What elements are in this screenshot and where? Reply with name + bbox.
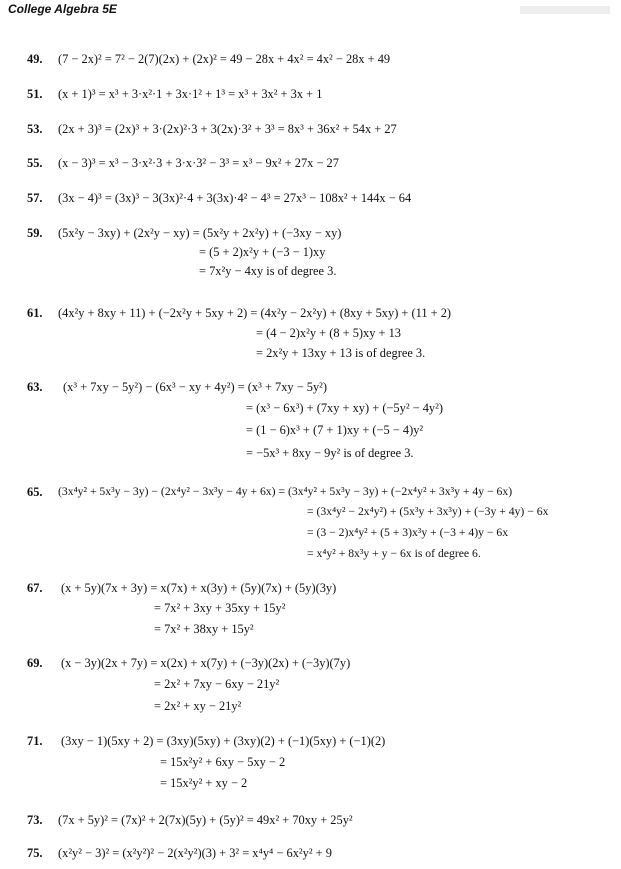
problem-number: 69. (27, 656, 43, 670)
solution-line: = (x³ − 6x³) + (7xy + xy) + (−5y² − 4y²) (246, 401, 443, 415)
solution-line: (x − 3y)(2x + 7y) = x(2x) + x(7y) + (−3y)(2x) + (−3y)(7y) (61, 656, 351, 670)
solution-line: = 7x²y − 4xy is of degree 3. (199, 264, 337, 278)
problem-number: 73. (27, 813, 43, 827)
solution-line: = (4 − 2)x²y + (8 + 5)xy + 13 (256, 326, 401, 340)
running-header: College Algebra 5E (8, 2, 117, 16)
solution-line: = 7x² + 3xy + 35xy + 15y² (154, 601, 286, 615)
problem-number: 55. (27, 156, 43, 170)
problem-number: 59. (27, 226, 43, 240)
solution-line: (7x + 5y)² = (7x)² + 2(7x)(5y) + (5y)² = 49x² + 70xy + 25y² (58, 813, 353, 827)
solution-line: (x²y² − 3)² = (x²y²)² − 2(x²y²)(3) + 3² = x⁴y⁴ − 6x²y² + 9 (58, 846, 332, 860)
solution-line: (x + 1)³ = x³ + 3·x²·1 + 3x·1² + 1³ = x³ + 3x² + 3x + 1 (58, 87, 323, 101)
solution-line: (3x − 4)³ = (3x)³ − 3(3x)²·4 + 3(3x)·4² − 4³ = 27x³ − 108x² + 144x − 64 (58, 191, 412, 205)
solution-line: (x + 5y)(7x + 3y) = x(7x) + x(3y) + (5y)(7x) + (5y)(3y) (61, 581, 337, 595)
solution-line: (5x²y − 3xy) + (2x²y − xy) = (5x²y + 2x²y) + (−3xy − xy) (58, 226, 342, 240)
problem-number: 51. (27, 87, 43, 101)
solution-line: = 7x² + 38xy + 15y² (154, 622, 254, 636)
solution-line: = x⁴y² + 8x³y + y − 6x is of degree 6. (307, 547, 481, 560)
solution-line: (7 − 2x)² = 7² − 2(7)(2x) + (2x)² = 49 − 28x + 4x² = 4x² − 28x + 49 (58, 52, 391, 66)
solution-line: (2x + 3)³ = (2x)³ + 3·(2x)²·3 + 3(2x)·3² + 3³ = 8x³ + 36x² + 54x + 27 (58, 122, 397, 136)
problem-number: 67. (27, 581, 43, 595)
problem-number: 61. (27, 306, 43, 320)
solution-line: = 15x²y² + xy − 2 (160, 776, 248, 790)
bleed-through-text (520, 6, 610, 14)
problem-number: 57. (27, 191, 43, 205)
problem-number: 63. (27, 380, 43, 394)
solution-line: (4x²y + 8xy + 11) + (−2x²y + 5xy + 2) = (4x²y − 2x²y) + (8xy + 5xy) + (11 + 2) (58, 306, 452, 320)
solution-line: = −5x³ + 8xy − 9y² is of degree 3. (246, 446, 414, 460)
problem-number: 65. (27, 485, 43, 499)
solution-line: = (5 + 2)x²y + (−3 − 1)xy (199, 245, 326, 259)
problem-number: 53. (27, 122, 43, 136)
solution-line: = (1 − 6)x³ + (7 + 1)xy + (−5 − 4)y² (246, 423, 424, 437)
solution-line: = (3 − 2)x⁴y² + (5 + 3)x³y + (−3 + 4)y − 6x (307, 526, 509, 539)
solution-line: = 2x²y + 13xy + 13 is of degree 3. (256, 346, 426, 360)
solution-line: = 15x²y² + 6xy − 5xy − 2 (160, 755, 286, 769)
solution-line: = 2x² + 7xy − 6xy − 21y² (154, 677, 280, 691)
problem-number: 71. (27, 734, 43, 748)
solution-line: = (3x⁴y² − 2x⁴y²) + (5x³y + 3x³y) + (−3y + 4y) − 6x (307, 505, 549, 518)
problem-number: 75. (27, 846, 43, 860)
solution-line: (3xy − 1)(5xy + 2) = (3xy)(5xy) + (3xy)(2) + (−1)(5xy) + (−1)(2) (61, 734, 386, 748)
solution-line: = 2x² + xy − 21y² (154, 699, 242, 713)
solution-line: (3x⁴y² + 5x³y − 3y) − (2x⁴y² − 3x³y − 4y + 6x) = (3x⁴y² + 5x³y − 3y) + (−2x⁴y² + 3x³y + 4y − 6x) (58, 485, 513, 498)
solution-line: (x − 3)³ = x³ − 3·x²·3 + 3·x·3² − 3³ = x³ − 9x² + 27x − 27 (58, 156, 339, 170)
problem-number: 49. (27, 52, 43, 66)
solution-line: (x³ + 7xy − 5y²) − (6x³ − xy + 4y²) = (x³ + 7xy − 5y²) (63, 380, 328, 394)
